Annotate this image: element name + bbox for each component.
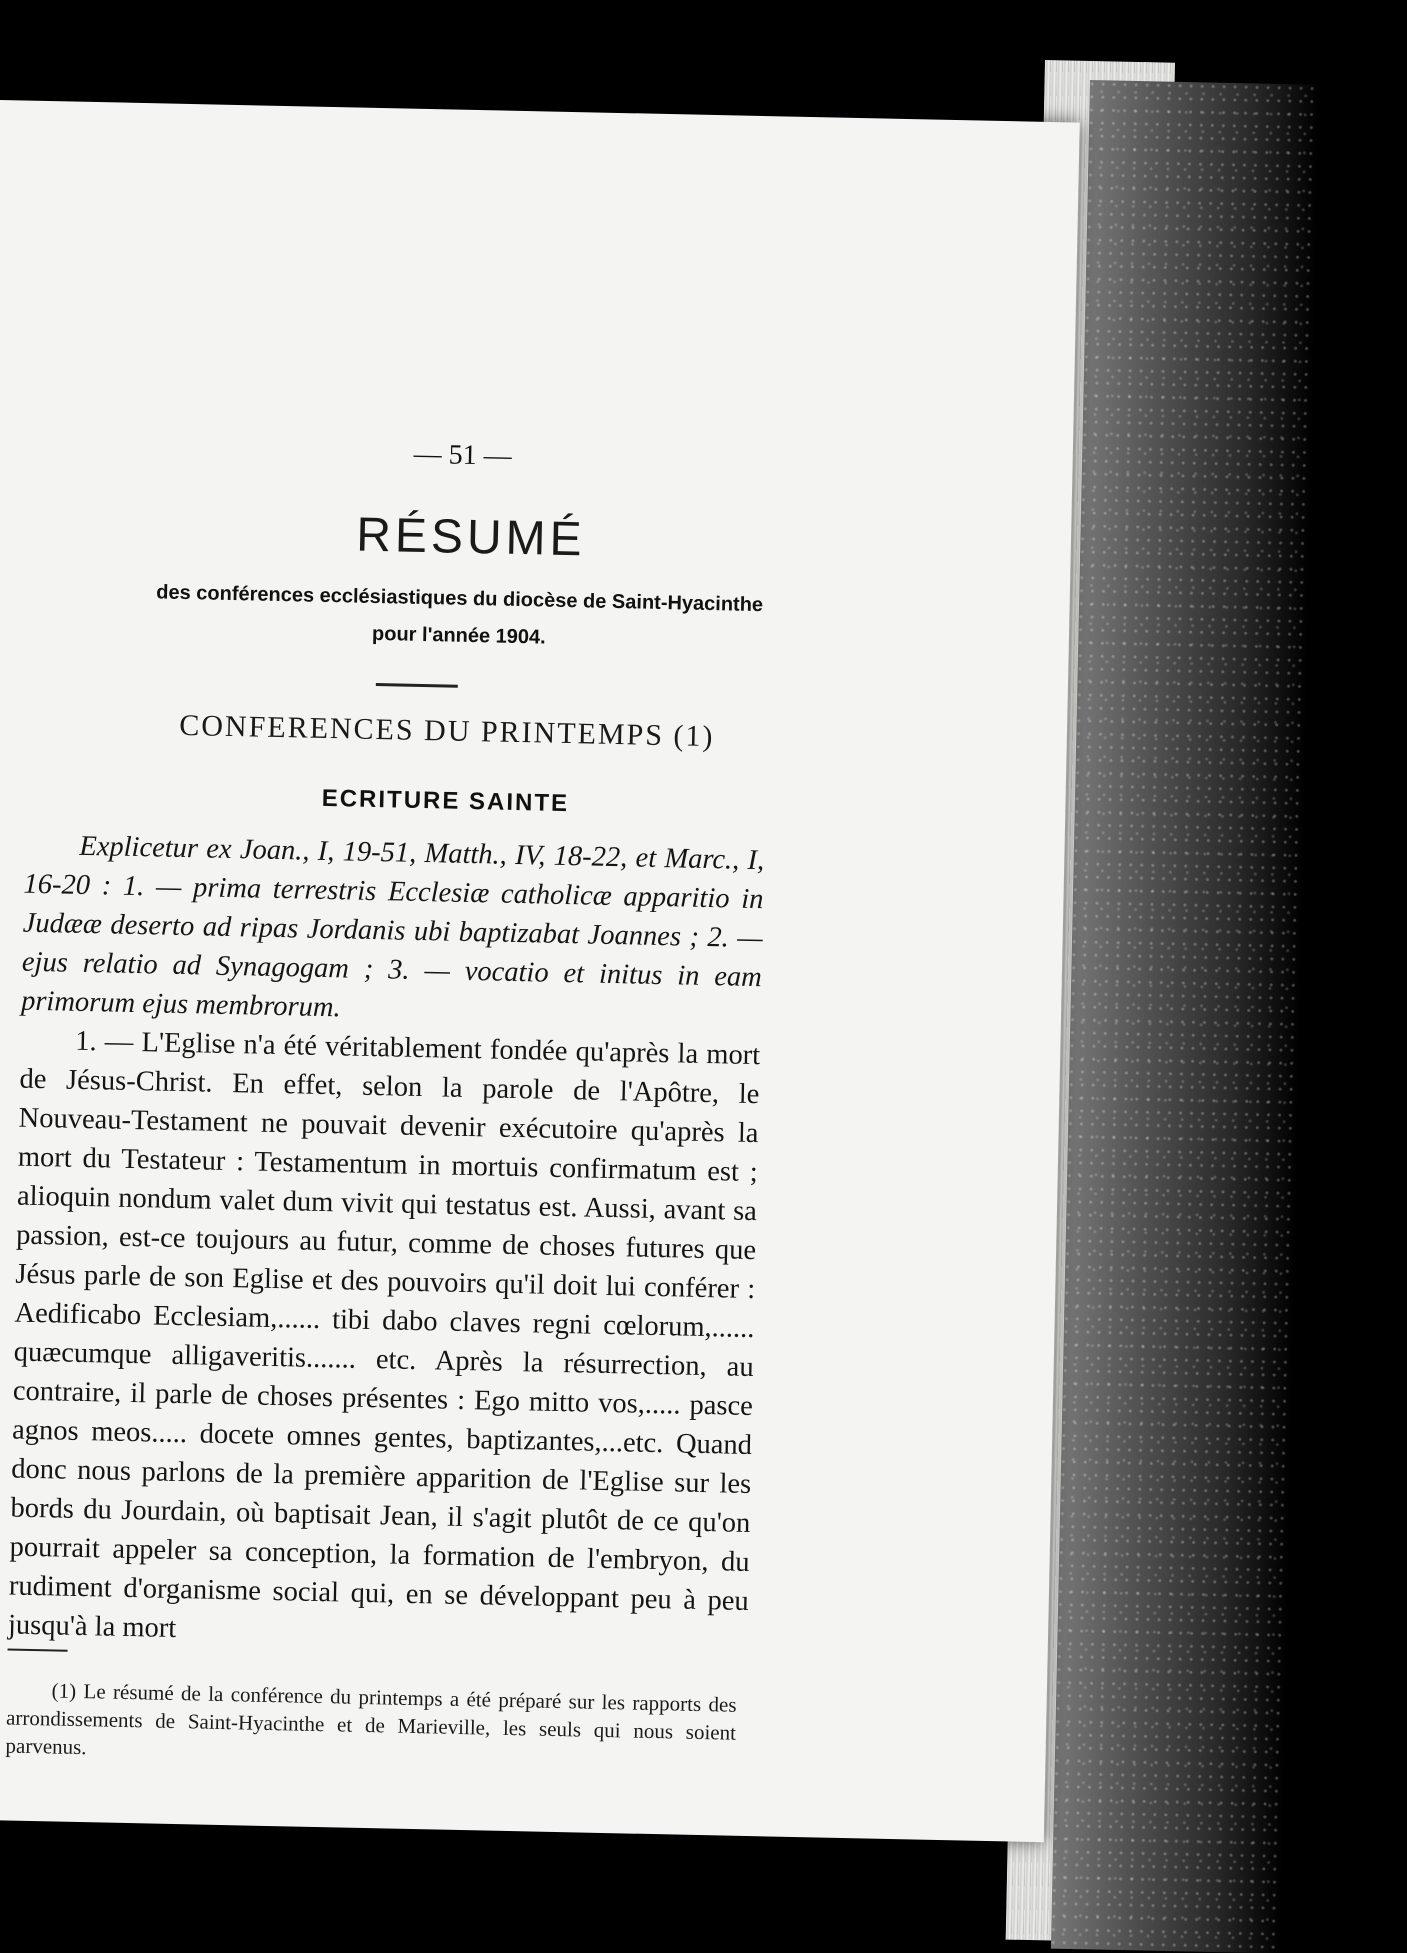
title-divider [376, 683, 458, 688]
latin-paragraph: Explicetur ex Joan., I, 19-51, Matth., IV, 18-22, et Marc., I, 16-20 : 1. — prima terrestris Ecclesiæ catholicæ apparitio in Judææ deserto ad ripas Jordanis ubi baptizabat Joannes ; 2. — ejus relatio ad Synagogam ; 3. — vocatio et initus in eam primorum ejus membrorum. [20, 830, 765, 1024]
body-text [8, 826, 765, 1660]
footnote-text: (1) Le résumé de la conférence du printemps a été préparé sur les rapports des arrondissements de Saint-Hyacinthe et de Marieville, les seuls qui nous soient parvenus. [5, 1678, 737, 1760]
footnote [5, 1675, 737, 1774]
book-page [0, 100, 1080, 1842]
page-title: RÉSUMÉ [355, 508, 587, 567]
subtitle-line-2: pour l'année 1904. [371, 622, 546, 649]
subtitle-line-1: des conférences ecclésiastiques du diocèse de Saint-Hyacinthe [156, 581, 764, 617]
footnote-divider [8, 1648, 68, 1651]
section-heading: CONFERENCES DU PRINTEMPS (1) [178, 708, 715, 754]
book-spine-shadow [1051, 80, 1320, 1953]
page-number: — 51 — [413, 438, 512, 472]
subsection-heading: ECRITURE SAINTE [321, 784, 570, 818]
body-paragraph: 1. — L'Eglise n'a été véritablement fondée qu'après la mort de Jésus-Christ. En effet, selon la parole de l'Apôtre, le Nouveau-Testament ne pouvait devenir exécutoire qu'après la mort du Testateur : Testamentum in mortuis confirmatum est ; alioquin nondum valet dum vivit qui testatus est. Aussi, avant sa passion, est-ce toujours au futur, comme de choses futures que Jésus parle de son Eglise et des pouvoirs qu'il doit lui conférer : Aedificabo Ecclesiam,...... tibi dabo claves regni cœlorum,...... quæcumque alligaveritis....... etc. Après la résurrection, au contraire, il parle de choses présentes : Ego mitto vos,..... pasce agnos meos..... docete omnes gentes, baptizantes,...etc. Quand donc nous parlons de la première apparition de l'Eglise sur les bords du Jourdain, où baptisait Jean, il s'agit plutôt de ce qu'on pourrait appeler sa conception, la formation de l'embryon, du rudiment d'organisme social qui, en se développant peu à peu jusqu'à la mort [7, 1025, 761, 1645]
